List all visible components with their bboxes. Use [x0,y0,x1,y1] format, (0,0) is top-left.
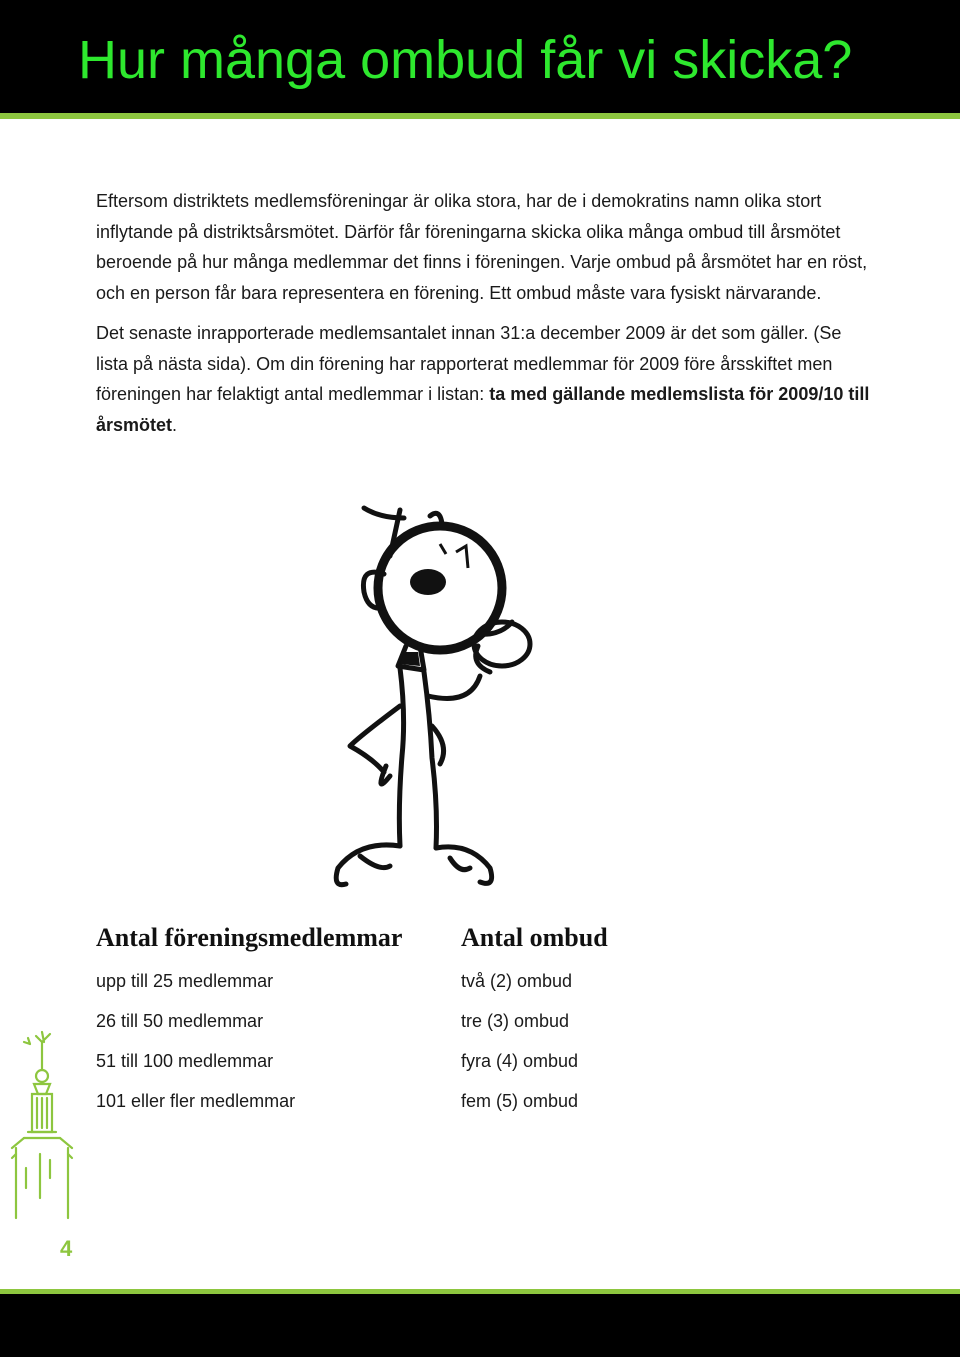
table-header-members: Antal föreningsmedlemmar [96,923,403,952]
footer-bar [0,1294,960,1357]
table-cell-members: 51 till 100 medlemmar [96,1051,274,1071]
paragraph-2-bold: ta med gällande medlemslista för 2009/10 till årsmötet [96,384,870,435]
header-accent-line [0,113,960,119]
city-hall-tower-icon [6,1028,76,1224]
table-cell-delegates: två (2) ombud [461,971,573,991]
paragraph-1: Eftersom distriktets medlemsföreningar är olika stora, har de i demokratins namn olika stort inflytande på distriktsårsmötet. Därför får föreningarna skicka olika många ombud till årsmötet beroende på hur många medlemmar det finns i föreningen. Varje ombud på årsmötet har en röst, och en person får bara representera en förening. Ett ombud måste vara fysiskt närvarande. [96,191,868,303]
table-header-delegates: Antal ombud [461,923,608,952]
magnifier-character-illustration [320,496,560,900]
paragraph-2-start: Det senaste inrapporterade medlemsantalet innan 31:a december 2009 är det som gäller. (Se lista på nästa sida). Om din förening har rapporterat medlemmar för 2009 före årsskiftet men föreningen har felaktigt antal medlemmar i listan: [96,323,842,404]
paragraph-2 [96,318,876,440]
table-cell-members: 101 eller fler medlemmar [96,1091,296,1111]
page-number: 4 [60,1236,73,1261]
table-cell-delegates: fem (5) ombud [461,1091,579,1111]
page-title: Hur många ombud får vi skicka? [78,30,853,90]
body-text [96,186,876,450]
table-cell-members: upp till 25 medlemmar [96,971,274,991]
table-cell-delegates: tre (3) ombud [461,1011,570,1031]
table-cell-delegates: fyra (4) ombud [461,1051,579,1071]
paragraph-2-end: . [172,414,178,435]
table-cell-members: 26 till 50 medlemmar [96,1011,264,1031]
